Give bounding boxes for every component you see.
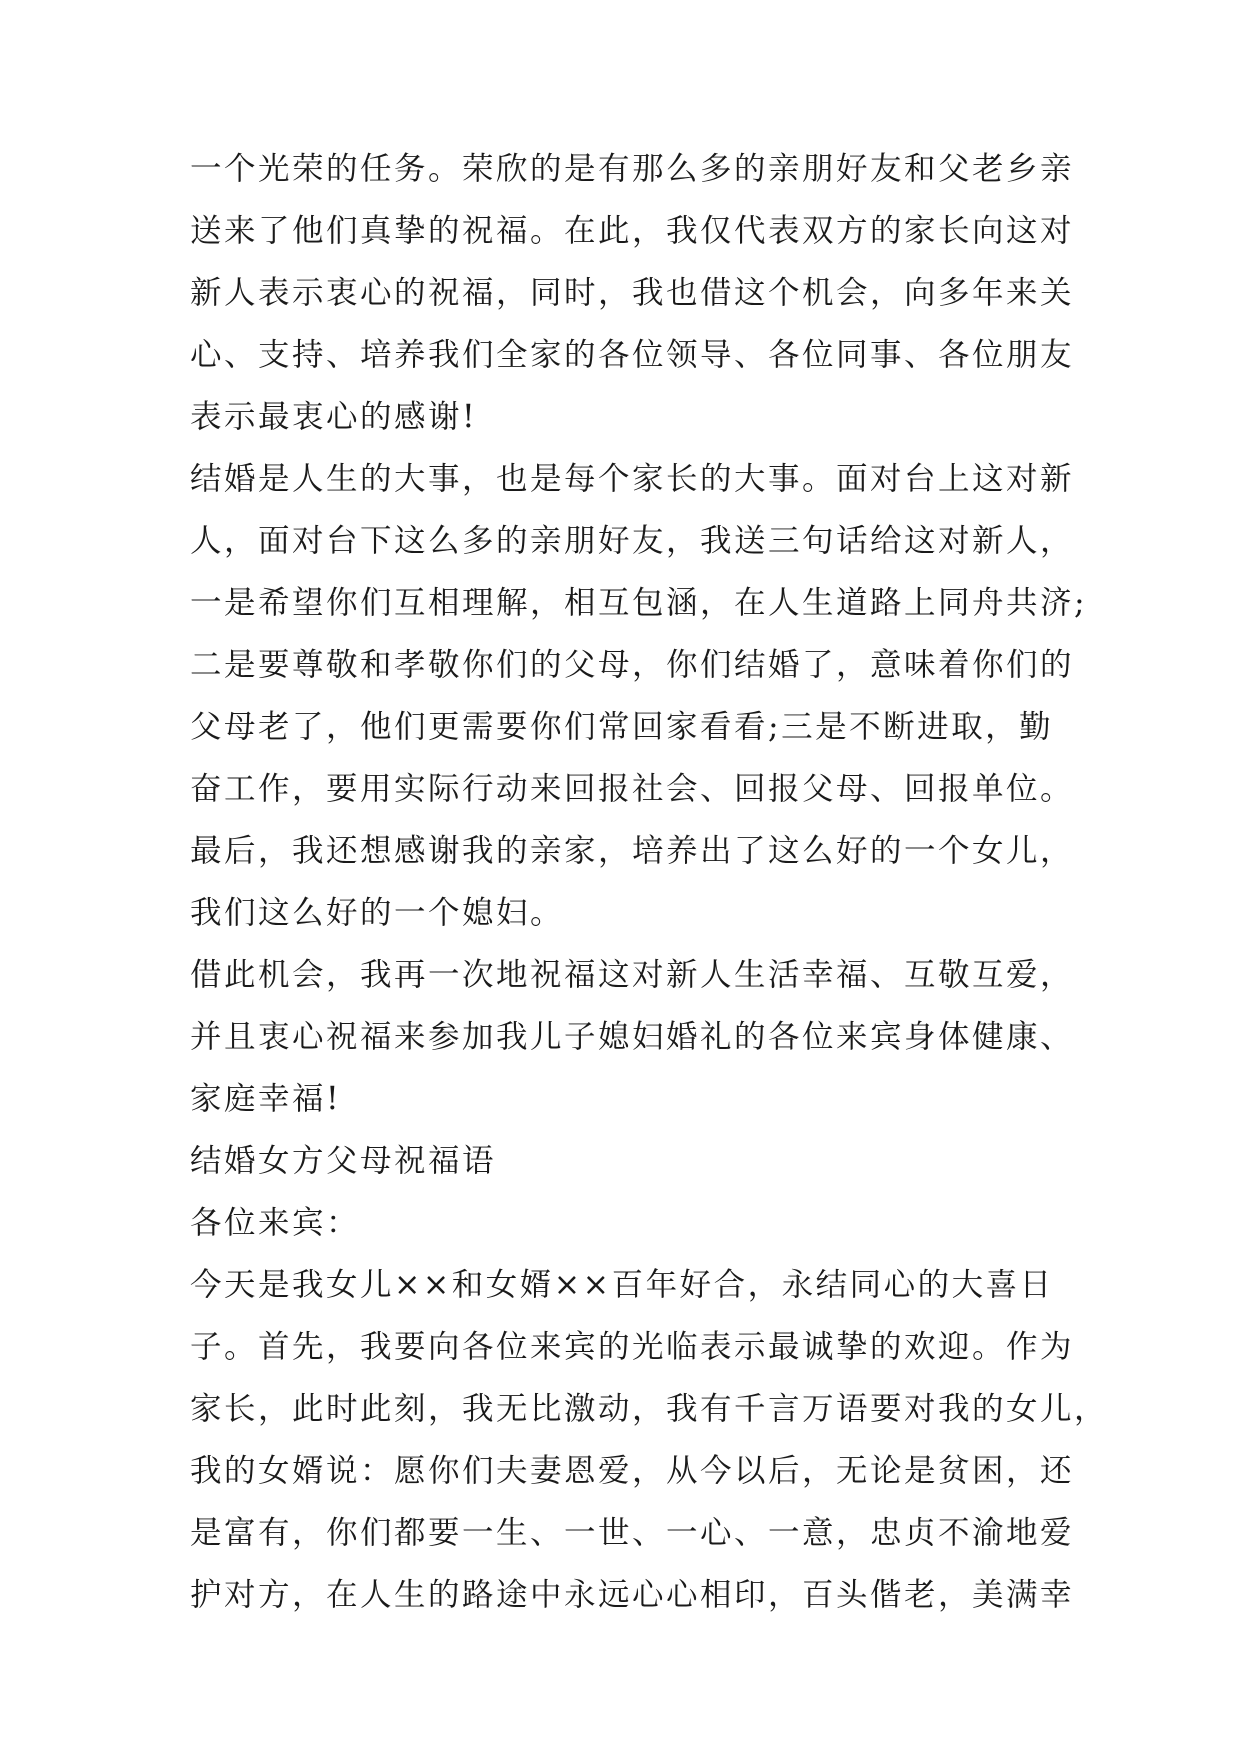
- text-line: 送来了他们真挚的祝福。在此，我仅代表双方的家长向这对: [190, 213, 1075, 249]
- document-body: [190, 138, 1109, 1626]
- text-line: 我的女婿说：愿你们夫妻恩爱，从今以后，无论是贫困，还: [190, 1453, 1075, 1489]
- text-line: 家长，此时此刻，我无比激动，我有千言万语要对我的女儿，: [190, 1391, 1109, 1427]
- text-line: 新人表示衷心的祝福，同时，我也借这个机会，向多年来关: [190, 275, 1075, 311]
- text-line: 并且衷心祝福来参加我儿子媳妇婚礼的各位来宾身体健康、: [190, 1019, 1075, 1055]
- text-line: 一个光荣的任务。荣欣的是有那么多的亲朋好友和父老乡亲: [190, 151, 1075, 187]
- text-line: 奋工作，要用实际行动来回报社会、回报父母、回报单位。: [190, 771, 1075, 807]
- text-line: 今天是我女儿××和女婿××百年好合，永结同心的大喜日: [190, 1267, 1054, 1303]
- text-line: 一是希望你们互相理解，相互包涵，在人生道路上同舟共济;: [190, 585, 1088, 621]
- section-heading: 结婚女方父母祝福语: [190, 1143, 497, 1179]
- text-line: 我们这么好的一个媳妇。: [190, 895, 565, 931]
- text-line: 父母老了，他们更需要你们常回家看看;三是不断进取，勤: [190, 709, 1054, 745]
- text-line: 二是要尊敬和孝敬你们的父母，你们结婚了，意味着你们的: [190, 647, 1075, 683]
- text-line: 最后，我还想感谢我的亲家，培养出了这么好的一个女儿，: [190, 833, 1075, 869]
- salutation: 各位来宾：: [190, 1205, 361, 1241]
- text-line: 是富有，你们都要一生、一世、一心、一意，忠贞不渝地爱: [190, 1515, 1075, 1551]
- text-line: 结婚是人生的大事，也是每个家长的大事。面对台上这对新: [190, 461, 1075, 497]
- text-line: 人，面对台下这么多的亲朋好友，我送三句话给这对新人，: [190, 523, 1075, 559]
- text-line: 借此机会，我再一次地祝福这对新人生活幸福、互敬互爱，: [190, 957, 1075, 993]
- text-line: 家庭幸福!: [190, 1081, 342, 1117]
- text-line: 心、支持、培养我们全家的各位领导、各位同事、各位朋友: [190, 337, 1075, 373]
- text-line: 表示最衷心的感谢!: [190, 399, 478, 435]
- text-line: 护对方，在人生的路途中永远心心相印，百头偕老，美满幸: [190, 1577, 1075, 1613]
- text-line: 子。首先，我要向各位来宾的光临表示最诚挚的欢迎。作为: [190, 1329, 1075, 1365]
